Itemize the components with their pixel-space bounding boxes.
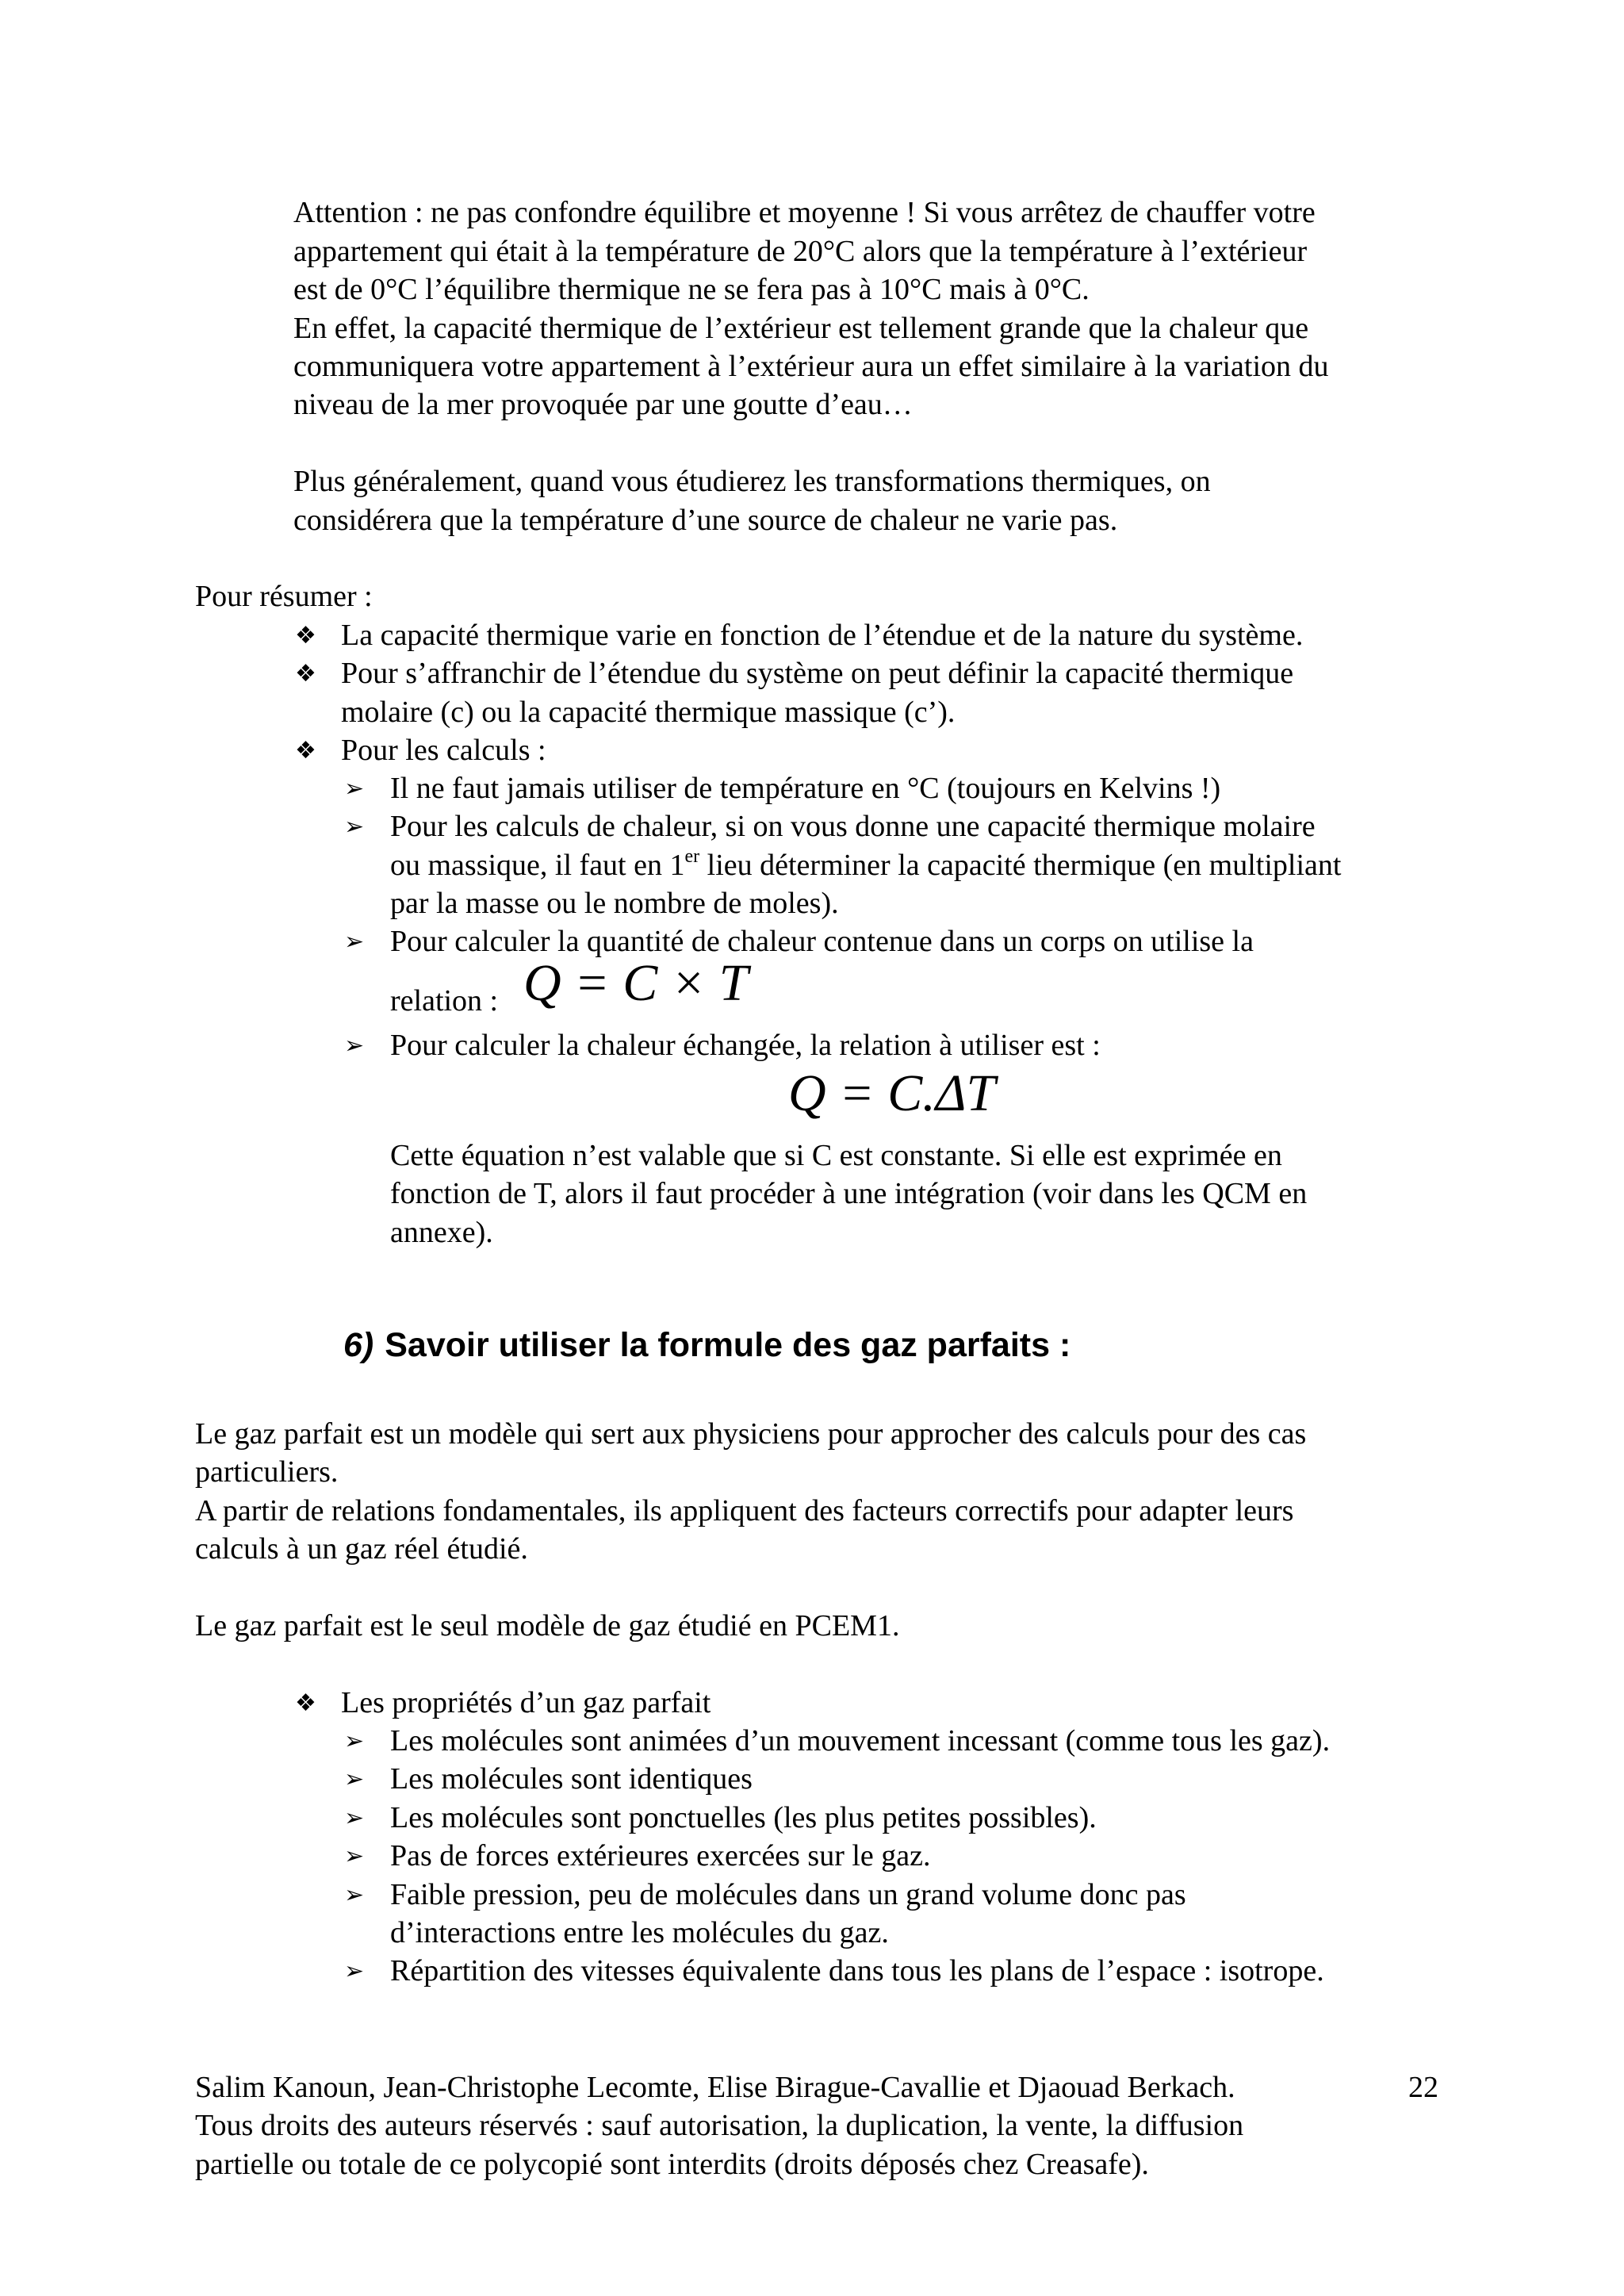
text-line: est de 0°C l’équilibre thermique ne se fera pas à 10°C mais à 0°C. [293,273,1090,306]
property-item: Les molécules sont identiques [390,1762,753,1796]
summary-heading: Pour résumer : [195,580,373,613]
arrow-bullet-icon: ➢ [344,1804,365,1832]
arrow-bullet-icon: ➢ [344,813,365,841]
section-heading [343,1326,1071,1364]
property-item: Répartition des vitesses équivalente dans tous les plans de l’espace : isotrope. [390,1954,1324,1987]
arrow-bullet-icon: ➢ [344,1957,365,1985]
note-line: annexe). [390,1216,493,1249]
text-line: considérera que la température d’une source de chaleur ne varie pas. [293,504,1118,537]
property-item: Les molécules sont ponctuelles (les plus petites possibles). [390,1801,1097,1834]
property-item-cont: d’interactions entre les molécules du gaz. [390,1916,889,1949]
sub-item-cont: par la masse ou le nombre de moles). [390,887,839,920]
footer-authors: Salim Kanoun, Jean-Christophe Lecomte, Elise Birague-Cavallie et Djaouad Berkach. [195,2071,1235,2104]
text-line: Plus généralement, quand vous étudierez les transformations thermiques, on [293,465,1211,498]
note-line: fonction de T, alors il faut procéder à une intégration (voir dans les QCM en [390,1177,1308,1210]
sub-item-cont: relation : [390,984,499,1018]
sub-item: Il ne faut jamais utiliser de température en °C (toujours en Kelvins !) [390,772,1221,805]
formula-q-equals-c-times-t: Q = C × T [523,954,749,1012]
property-item: Faible pression, peu de molécules dans un grand volume donc pas [390,1878,1186,1911]
summary-item-cont: molaire (c) ou la capacité thermique massique (c’). [341,696,956,729]
sub-item-text: lieu déterminer la capacité thermique (en multipliant [699,849,1342,882]
arrow-bullet-icon: ➢ [344,775,365,803]
superscript: er [684,846,700,867]
summary-item: La capacité thermique varie en fonction de l’étendue et de la nature du système. [341,619,1304,652]
props-title: Les propriétés d’un gaz parfait [341,1686,711,1719]
text-line: Attention : ne pas confondre équilibre et moyenne ! Si vous arrêtez de chauffer votre [293,196,1316,229]
text-line: niveau de la mer provoquée par une goutte d’eau… [293,388,913,421]
property-item: Les molécules sont animées d’un mouvement incessant (comme tous les gaz). [390,1724,1331,1757]
sub-item: Pour calculer la chaleur échangée, la relation à utiliser est : [390,1029,1101,1062]
text-line: En effet, la capacité thermique de l’extérieur est tellement grande que la chaleur que [293,312,1309,345]
arrow-bullet-icon: ➢ [344,1881,365,1909]
four-diamond-icon: ❖ [295,1689,316,1717]
arrow-bullet-icon: ➢ [344,1842,365,1870]
four-diamond-icon: ❖ [295,622,316,650]
formula-q-equals-c-delta-t: Q = C.ΔT [788,1064,996,1122]
sub-item-cont [390,846,1341,884]
text-line: A partir de relations fondamentales, ils appliquent des facteurs correctifs pour adapter leurs [195,1494,1294,1527]
sub-item-text: ou massique, il faut en 1 [390,849,685,882]
arrow-bullet-icon: ➢ [344,928,365,956]
text-line: communiquera votre appartement à l’extérieur aura un effet similaire à la variation du [293,350,1329,383]
text-line: particuliers. [195,1455,339,1489]
summary-item: Pour les calculs : [341,734,546,767]
note-line: Cette équation n’est valable que si C est constante. Si elle est exprimée en [390,1139,1282,1172]
section-number: 6) [343,1326,374,1364]
arrow-bullet-icon: ➢ [344,1032,365,1060]
section-title: Savoir utiliser la formule des gaz parfaits : [385,1326,1071,1364]
four-diamond-icon: ❖ [295,660,316,688]
text-line: calculs à un gaz réel étudié. [195,1532,528,1566]
property-item: Pas de forces extérieures exercées sur le gaz. [390,1839,931,1872]
arrow-bullet-icon: ➢ [344,1765,365,1793]
sub-item: Pour calculer la quantité de chaleur contenue dans un corps on utilise la [390,925,1254,958]
page-number: 22 [1408,2071,1438,2104]
summary-item: Pour s’affranchir de l’étendue du système on peut définir la capacité thermique [341,657,1294,690]
arrow-bullet-icon: ➢ [344,1727,365,1755]
text-line: appartement qui était à la température de 20°C alors que la température à l’extérieur [293,235,1308,268]
four-diamond-icon: ❖ [295,737,316,765]
footer-rights: Tous droits des auteurs réservés : sauf autorisation, la duplication, la vente, la diffusion [195,2109,1244,2142]
sub-item: Pour les calculs de chaleur, si on vous donne une capacité thermique molaire [390,810,1316,843]
footer-rights: partielle ou totale de ce polycopié sont interdits (droits déposés chez Creasafe). [195,2148,1149,2181]
text-line: Le gaz parfait est un modèle qui sert aux physiciens pour approcher des calculs pour des cas [195,1417,1307,1451]
text-line: Le gaz parfait est le seul modèle de gaz étudié en PCEM1. [195,1609,900,1642]
